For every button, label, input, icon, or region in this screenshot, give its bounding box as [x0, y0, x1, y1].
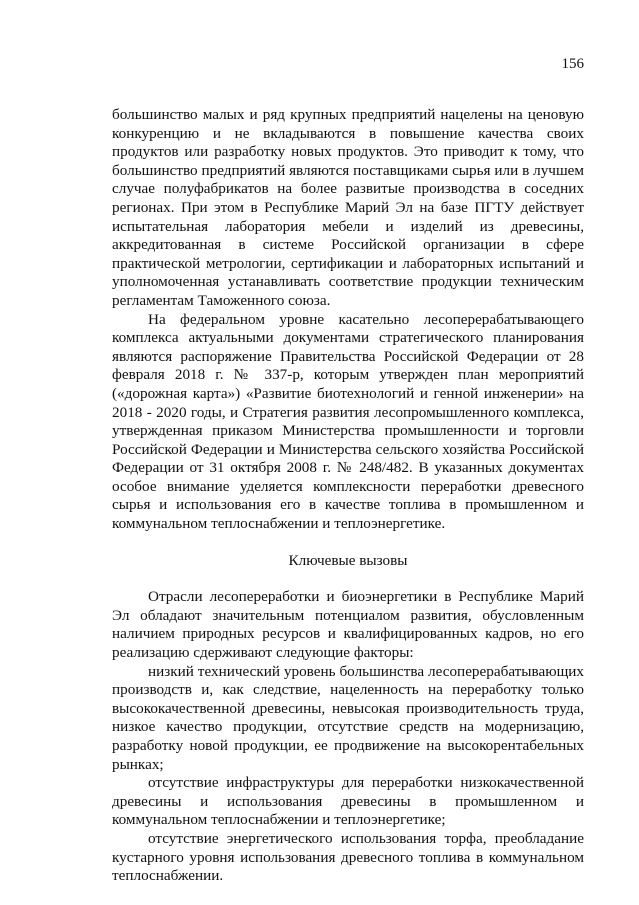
- list-item-no-infrastructure: отсутствие инфраструктуры для переработки низкокачественной древесины и использования древесины в промышленном и коммунальном теплоснабжении и теплоэнергетике;: [112, 774, 584, 829]
- paragraph-2: На федеральном уровне касательно лесоперерабатывающего комплекса актуальными документами стратегического планирования являются распоряжение Правительства Российской Федерации от 28 февраля 2018 г. № 337-р, которым утвержден план мероприятий («дорожная карта») «Развитие биотехнологий и генной инженерии» на 2018 - 2020 годы, и Стратегия развития лесопромышленного комплекса, утвержденная приказом Министерства промышленности и торговли Российской Федерации и Министерства сельского хозяйства Российской Федерации от 31 октября 2008 г. № 248/482. В указанных документах особое внимание уделяется комплексности переработки древесного сырья и использования его в качестве топлива в промышленном и коммунальном теплоснабжении и теплоэнергетике.: [112, 310, 584, 533]
- paragraph-1: большинство малых и ряд крупных предприятий нацелены на ценовую конкуренцию и не вкладываются в повышение качества своих продуктов или разработку новых продуктов. Это приводит к тому, что большинство предприятий являются поставщиками сырья или в лучшем случае полуфабрикатов на более развитые производства в соседних регионах. При этом в Республике Марий Эл на базе ПГТУ действует испытательная лаборатория мебели и изделий из древесины, аккредитованная в системе Российской организации в сфере практической метрологии, сертификации и лабораторных испытаний и уполномоченная устанавливать соответствие продукции техническим регламентам Таможенного союза.: [112, 106, 584, 309]
- page-number: 156: [561, 56, 584, 72]
- document-body: [112, 106, 584, 886]
- section-heading: Ключевые вызовы: [288, 551, 408, 569]
- list-item-no-peat-energy: отсутствие энергетического использования торфа, преобладание кустарного уровня использования древесного топлива в коммунальном теплоснабжении.: [112, 829, 584, 885]
- paragraph-3: Отрасли лесопереработки и биоэнергетики в Республике Марий Эл обладают значительным потенциалом развития, обусловленным наличием природных ресурсов и квалифицированных кадров, но его реализацию сдерживают следующие факторы:: [112, 588, 584, 662]
- list-item-low-tech-level: низкий технический уровень большинства лесоперерабатывающих производств и, как следствие, нацеленность на переработку только высококачественной древесины, невысокая производительность труда, низкое качество продукции, отсутствие средств на модернизацию, разработку новой продукции, ее продвижение на высокорентабельных рынках;: [112, 662, 584, 773]
